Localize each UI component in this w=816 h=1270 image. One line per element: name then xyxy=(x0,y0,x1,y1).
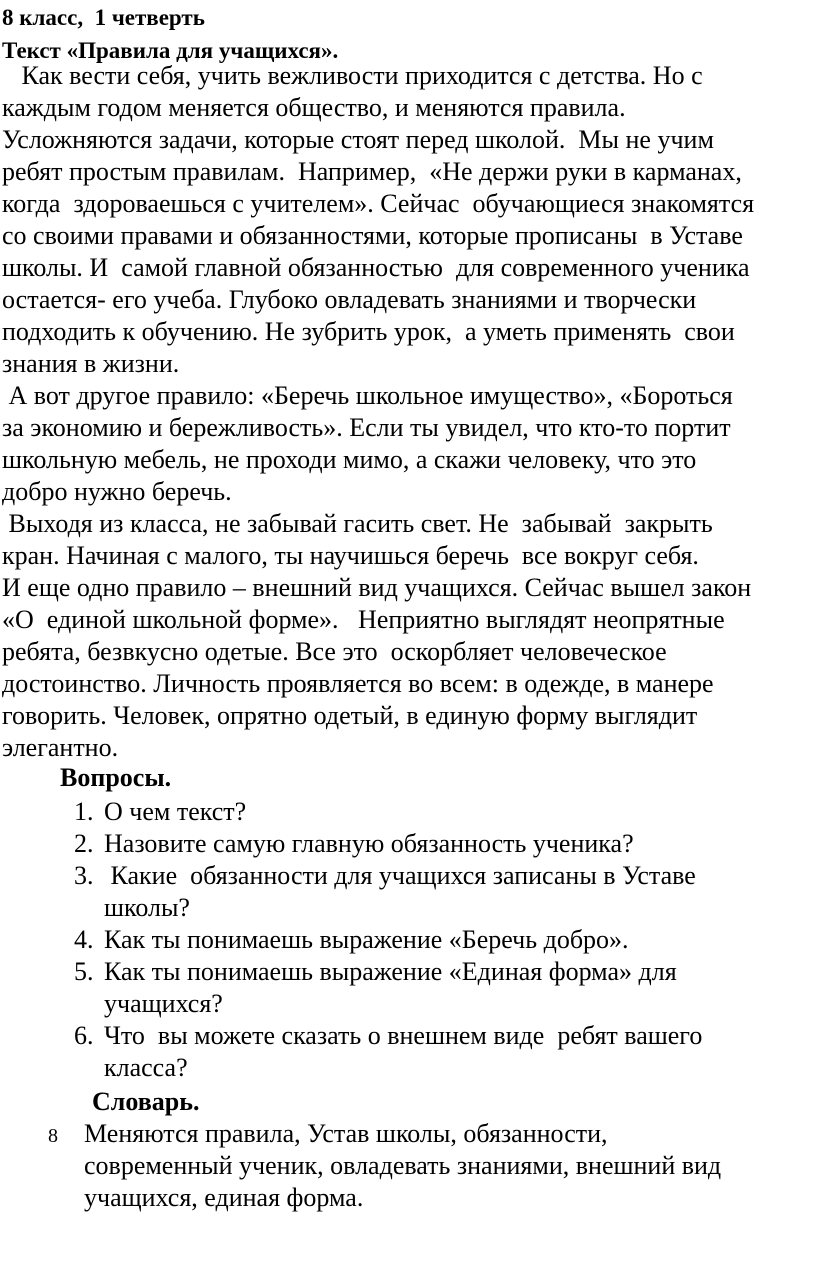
body-line: кран. Начиная с малого, ты научишься беречь все вокруг себя. xyxy=(2,541,699,570)
body-line: И еще одно правило – внешний вид учащихся. Сейчас вышел закон xyxy=(2,573,752,602)
questions-list xyxy=(0,796,816,1084)
question-text: Какие обязанности для учащихся записаны в Уставе xyxy=(104,861,696,890)
body-line: за экономию и бережливость». Если ты увидел, что кто-то портит xyxy=(2,413,731,442)
question-text: Назовите самую главную обязанность ученика? xyxy=(104,829,634,858)
body-line: ребята, безвкусно одетые. Все это оскорбляет человеческое xyxy=(2,637,667,666)
body-line: А вот другое правило: «Беречь школьное имущество», «Бороться xyxy=(2,381,733,410)
question-text: учащихся? xyxy=(104,989,223,1018)
question-text: класса? xyxy=(104,1053,188,1082)
vocabulary-line: современный ученик, овладевать знаниями, внешний вид xyxy=(84,1151,722,1180)
body-line: говорить. Человек, опрятно одетый, в единую форму выглядит xyxy=(2,701,698,730)
vocabulary-line: учащихся, единая форма. xyxy=(84,1183,364,1212)
body-line: достоинство. Личность проявляется во всем: в одежде, в манере xyxy=(2,669,714,698)
question-text: школы? xyxy=(104,893,190,922)
question-number: 4. xyxy=(74,925,94,954)
question-item xyxy=(0,828,816,860)
body-line: школьную мебель, не проходи мимо, а скажи человеку, что это xyxy=(2,445,697,474)
body-line: когда здороваешься с учителем». Сейчас обучающиеся знакомятся xyxy=(2,189,755,218)
body-line: каждым годом меняется общество, и меняются правила. xyxy=(2,93,626,122)
grade-quarter-heading: 8 класс, 1 четверть xyxy=(2,5,205,30)
question-text: Как ты понимаешь выражение «Единая форма» для xyxy=(104,957,677,986)
question-item xyxy=(0,956,816,1020)
body-line: подходить к обучению. Не зубрить урок, а уметь применять свои xyxy=(2,317,735,346)
text-title: Текст «Правила для учащихся». xyxy=(2,38,339,63)
body-line: добро нужно беречь. xyxy=(2,477,232,506)
body-line: Выходя из класса, не забывай гасить свет. Не забывай закрыть xyxy=(2,509,713,538)
question-item xyxy=(0,924,816,956)
body-line: Усложняются задачи, которые стоят перед школой. Мы не учим xyxy=(2,125,714,154)
body-line: со своими правами и обязанностями, которые прописаны в Уставе xyxy=(2,221,743,250)
vocabulary-number: 8 xyxy=(48,1125,58,1147)
body-line: знания в жизни. xyxy=(2,349,180,378)
vocabulary-list xyxy=(84,1118,721,1214)
body-line: элегантно. xyxy=(2,733,119,762)
body-line: школы. И самой главной обязанностью для современного ученика xyxy=(2,253,750,282)
vocabulary-heading: Словарь. xyxy=(92,1087,200,1116)
body-line: ребят простым правилам. Например, «Не держи руки в карманах, xyxy=(2,157,742,186)
question-item xyxy=(0,1020,816,1084)
question-item xyxy=(0,860,816,924)
questions-heading: Вопросы. xyxy=(60,763,172,792)
question-text: О чем текст? xyxy=(104,797,247,826)
body-line: «О единой школьной форме». Неприятно выглядят неопрятные xyxy=(2,605,725,634)
vocabulary-line: Меняются правила, Устав школы, обязанности, xyxy=(84,1119,608,1148)
question-item xyxy=(0,796,816,828)
question-number: 2. xyxy=(74,829,94,858)
body-line: Как вести себя, учить вежливости приходится с детства. Но с xyxy=(2,61,703,90)
question-number: 3. xyxy=(74,861,94,890)
question-text: Как ты понимаешь выражение «Беречь добро». xyxy=(104,925,629,954)
question-number: 6. xyxy=(74,1021,94,1050)
question-number: 5. xyxy=(74,957,94,986)
body-line: остается- его учеба. Глубоко овладевать знаниями и творчески xyxy=(2,285,697,314)
question-text: Что вы можете сказать о внешнем виде ребят вашего xyxy=(104,1021,703,1050)
body-text xyxy=(2,60,814,764)
question-number: 1. xyxy=(74,797,94,826)
